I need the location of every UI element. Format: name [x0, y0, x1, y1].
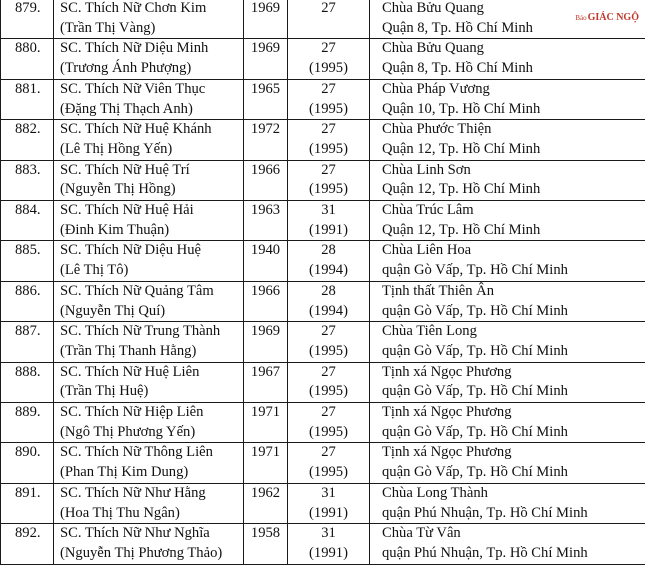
birth-year: 1967 — [244, 363, 287, 383]
temple-cell — [370, 322, 645, 362]
temple-address: Quận 12, Tp. Hồ Chí Minh — [382, 140, 645, 160]
lay-name: (Đặng Thị Thạch Anh) — [60, 100, 243, 120]
entry-number — [1, 79, 54, 119]
temple-name: Chùa Liên Hoa — [382, 241, 645, 261]
name-cell — [54, 281, 244, 321]
birth-year: 1965 — [244, 80, 287, 100]
age: 27 — [288, 443, 369, 463]
table-row — [1, 483, 645, 523]
age: 27 — [288, 363, 369, 383]
temple-cell — [370, 443, 645, 483]
entry-number — [1, 524, 54, 564]
lay-name: (Lê Thị Hồng Yến) — [60, 140, 243, 160]
age: 27 — [288, 39, 369, 59]
temple-address: quận Gò Vấp, Tp. Hồ Chí Minh — [382, 342, 645, 362]
entry-number — [1, 443, 54, 483]
temple-cell — [370, 120, 645, 160]
birth-year: 1969 — [244, 39, 287, 59]
age-cell — [288, 524, 370, 564]
birth-year-cell — [244, 201, 288, 241]
lay-name: (Trần Thị Vàng) — [60, 19, 243, 39]
table-row — [1, 160, 645, 200]
entry-number — [1, 322, 54, 362]
temple-name: Chùa Từ Vân — [382, 524, 645, 544]
temple-address: quận Gò Vấp, Tp. Hồ Chí Minh — [382, 302, 645, 322]
dharma-name: SC. Thích Nữ Trung Thành — [60, 322, 243, 342]
temple-name: Tịnh thất Thiên Ân — [382, 282, 645, 302]
entry-number: 886. — [15, 282, 53, 302]
dharma-name: SC. Thích Nữ Hiệp Liên — [60, 403, 243, 423]
birth-year-cell — [244, 524, 288, 564]
age-cell — [288, 362, 370, 402]
lay-name: (Trần Thị Thanh Hằng) — [60, 342, 243, 362]
birth-year-cell — [244, 281, 288, 321]
lay-name: (Phan Thị Kim Dung) — [60, 463, 243, 483]
age-cell — [288, 160, 370, 200]
ordination-year: (1995) — [288, 382, 369, 402]
birth-year-cell — [244, 0, 288, 39]
name-cell — [54, 201, 244, 241]
entry-number — [1, 483, 54, 523]
ordination-year: (1995) — [288, 140, 369, 160]
temple-address: Quận 8, Tp. Hồ Chí Minh — [382, 59, 645, 79]
age: 27 — [288, 0, 369, 19]
age: 28 — [288, 282, 369, 302]
lay-name: (Lê Thị Tô) — [60, 261, 243, 281]
birth-year-cell — [244, 79, 288, 119]
temple-address: Quận 10, Tp. Hồ Chí Minh — [382, 100, 645, 120]
ordination-year: (1995) — [288, 180, 369, 200]
age: 27 — [288, 80, 369, 100]
age: 27 — [288, 322, 369, 342]
temple-address: Quận 12, Tp. Hồ Chí Minh — [382, 221, 645, 241]
birth-year-cell — [244, 322, 288, 362]
table-row — [1, 201, 645, 241]
name-cell — [54, 443, 244, 483]
dharma-name: SC. Thích Nữ Diệu Minh — [60, 39, 243, 59]
temple-name: Chùa Trúc Lâm — [382, 201, 645, 221]
birth-year-cell — [244, 362, 288, 402]
entry-number — [1, 39, 54, 79]
dharma-name: SC. Thích Nữ Huệ Liên — [60, 363, 243, 383]
table-row — [1, 79, 645, 119]
name-cell — [54, 524, 244, 564]
temple-cell — [370, 79, 645, 119]
table-body — [1, 0, 645, 564]
ordination-year: (1995) — [288, 59, 369, 79]
age-cell — [288, 322, 370, 362]
name-cell — [54, 483, 244, 523]
table-row — [1, 403, 645, 443]
table-row — [1, 443, 645, 483]
table-row — [1, 362, 645, 402]
birth-year: 1940 — [244, 241, 287, 261]
birth-year-cell — [244, 443, 288, 483]
entry-number: 890. — [15, 443, 53, 463]
age-cell — [288, 39, 370, 79]
age: 31 — [288, 524, 369, 544]
temple-name: Chùa Pháp Vương — [382, 80, 645, 100]
ordination-year: (1991) — [288, 504, 369, 524]
age: 31 — [288, 484, 369, 504]
entry-number: 883. — [15, 161, 53, 181]
lay-name: (Trần Thị Huệ) — [60, 382, 243, 402]
age-cell — [288, 79, 370, 119]
table-row — [1, 0, 645, 39]
lay-name: (Trương Ánh Phượng) — [60, 59, 243, 79]
temple-cell — [370, 201, 645, 241]
name-cell — [54, 120, 244, 160]
entry-number: 880. — [15, 39, 53, 59]
birth-year: 1966 — [244, 161, 287, 181]
temple-name: Chùa Linh Sơn — [382, 161, 645, 181]
temple-name: Tịnh xá Ngọc Phương — [382, 443, 645, 463]
temple-name: Chùa Phước Thiện — [382, 120, 645, 140]
dharma-name: SC. Thích Nữ Chơn Kim — [60, 0, 243, 19]
age-cell — [288, 483, 370, 523]
table-row — [1, 241, 645, 281]
birth-year: 1971 — [244, 443, 287, 463]
dharma-name: SC. Thích Nữ Viên Thục — [60, 80, 243, 100]
dharma-name: SC. Thích Nữ Diệu Huệ — [60, 241, 243, 261]
dharma-name: SC. Thích Nữ Như Nghĩa — [60, 524, 243, 544]
dharma-name: SC. Thích Nữ Như Hằng — [60, 484, 243, 504]
temple-address: quận Phú Nhuận, Tp. Hồ Chí Minh — [382, 504, 645, 524]
birth-year: 1962 — [244, 484, 287, 504]
temple-name: Tịnh xá Ngọc Phương — [382, 403, 645, 423]
lay-name: (Nguyễn Thị Hồng) — [60, 180, 243, 200]
age: 28 — [288, 241, 369, 261]
entry-number: 891. — [15, 484, 53, 504]
name-cell — [54, 79, 244, 119]
temple-name: Chùa Tiên Long — [382, 322, 645, 342]
entry-number — [1, 160, 54, 200]
birth-year-cell — [244, 403, 288, 443]
temple-name: Chùa Long Thành — [382, 484, 645, 504]
entry-number: 881. — [15, 80, 53, 100]
ordination-year: (1994) — [288, 302, 369, 322]
name-cell — [54, 322, 244, 362]
name-cell — [54, 403, 244, 443]
age: 31 — [288, 201, 369, 221]
ordination-year: (1995) — [288, 342, 369, 362]
temple-name: Tịnh xá Ngọc Phương — [382, 363, 645, 383]
table-row — [1, 39, 645, 79]
age: 27 — [288, 120, 369, 140]
birth-year: 1971 — [244, 403, 287, 423]
dharma-name: SC. Thích Nữ Thông Liên — [60, 443, 243, 463]
lay-name: (Nguyễn Thị Phương Thảo) — [60, 544, 243, 564]
table-row — [1, 524, 645, 564]
table-row — [1, 322, 645, 362]
birth-year: 1958 — [244, 524, 287, 544]
entry-number — [1, 0, 54, 39]
birth-year: 1972 — [244, 120, 287, 140]
dharma-name: SC. Thích Nữ Huệ Hải — [60, 201, 243, 221]
birth-year-cell — [244, 160, 288, 200]
temple-cell — [370, 362, 645, 402]
age-cell — [288, 120, 370, 160]
temple-address: Quận 12, Tp. Hồ Chí Minh — [382, 180, 645, 200]
ordination-year: (1994) — [288, 261, 369, 281]
dharma-name: SC. Thích Nữ Huệ Khánh — [60, 120, 243, 140]
birth-year-cell — [244, 241, 288, 281]
entry-number — [1, 281, 54, 321]
lay-name: (Nguyễn Thị Quí) — [60, 302, 243, 322]
age-cell — [288, 281, 370, 321]
temple-cell — [370, 160, 645, 200]
name-cell — [54, 160, 244, 200]
ordination-year — [288, 19, 369, 39]
birth-year: 1963 — [244, 201, 287, 221]
birth-year: 1969 — [244, 0, 287, 19]
entry-number: 885. — [15, 241, 53, 261]
dharma-name: SC. Thích Nữ Huệ Trí — [60, 161, 243, 181]
ordination-year: (1991) — [288, 544, 369, 564]
temple-cell — [370, 39, 645, 79]
temple-name: Chùa Bửu Quang — [382, 0, 645, 19]
dharma-name: SC. Thích Nữ Quảng Tâm — [60, 282, 243, 302]
entry-number: 879. — [15, 0, 53, 19]
temple-address: quận Gò Vấp, Tp. Hồ Chí Minh — [382, 423, 645, 443]
age: 27 — [288, 161, 369, 181]
lay-name: (Ngô Thị Phương Yến) — [60, 423, 243, 443]
temple-address: quận Gò Vấp, Tp. Hồ Chí Minh — [382, 463, 645, 483]
age-cell — [288, 443, 370, 483]
ordination-year: (1995) — [288, 423, 369, 443]
entry-number — [1, 201, 54, 241]
birth-year-cell — [244, 120, 288, 160]
name-cell — [54, 362, 244, 402]
entry-number: 884. — [15, 201, 53, 221]
temple-address: quận Gò Vấp, Tp. Hồ Chí Minh — [382, 382, 645, 402]
entry-number: 889. — [15, 403, 53, 423]
age: 27 — [288, 403, 369, 423]
temple-address: quận Gò Vấp, Tp. Hồ Chí Minh — [382, 261, 645, 281]
birth-year: 1966 — [244, 282, 287, 302]
ordination-year: (1995) — [288, 463, 369, 483]
entry-number — [1, 241, 54, 281]
birth-year-cell — [244, 483, 288, 523]
name-cell — [54, 39, 244, 79]
entry-number: 887. — [15, 322, 53, 342]
name-cell — [54, 241, 244, 281]
age-cell — [288, 0, 370, 39]
temple-address: Quận 8, Tp. Hồ Chí Minh — [382, 19, 645, 39]
entry-number: 882. — [15, 120, 53, 140]
temple-name: Chùa Bửu Quang — [382, 39, 645, 59]
entry-number — [1, 403, 54, 443]
birth-year-cell — [244, 39, 288, 79]
lay-name: (Hoa Thị Thu Ngân) — [60, 504, 243, 524]
temple-cell — [370, 524, 645, 564]
temple-cell — [370, 483, 645, 523]
entry-number: 888. — [15, 363, 53, 383]
table-row — [1, 120, 645, 160]
table-row — [1, 281, 645, 321]
temple-cell — [370, 403, 645, 443]
age-cell — [288, 403, 370, 443]
temple-cell — [370, 281, 645, 321]
giac-ngo-logo: BáoGIÁC NGỘ — [575, 12, 639, 23]
entry-number — [1, 362, 54, 402]
ordination-year: (1995) — [288, 100, 369, 120]
birth-year: 1969 — [244, 322, 287, 342]
lay-name: (Đinh Kim Thuận) — [60, 221, 243, 241]
entry-number: 892. — [15, 524, 53, 544]
age-cell — [288, 241, 370, 281]
entry-number — [1, 120, 54, 160]
temple-address: quận Phú Nhuận, Tp. Hồ Chí Minh — [382, 544, 645, 564]
ordination-year: (1991) — [288, 221, 369, 241]
age-cell — [288, 201, 370, 241]
name-cell — [54, 0, 244, 39]
temple-cell — [370, 241, 645, 281]
